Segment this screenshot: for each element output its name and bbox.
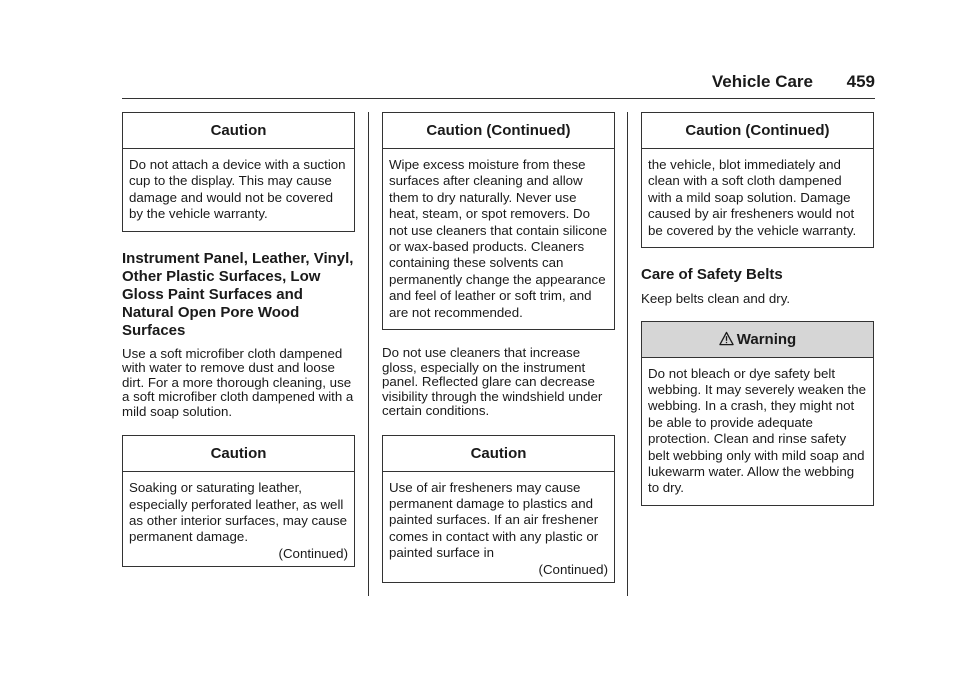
caution-title: Caution: [123, 436, 354, 472]
paragraph-microfiber: Use a soft microfiber cloth dampened with water to remove dust and loose dirt. For a more thorough cleaning, use a soft microfiber cloth dampened with a mild soap solution.: [122, 345, 354, 419]
section-title: Vehicle Care: [711, 72, 813, 91]
page-number: 459: [846, 72, 875, 91]
warning-title-bar: [642, 322, 873, 358]
section-heading-instrument-panel: Instrument Panel, Leather, Vinyl, Other Plastic Surfaces, Low Gloss Paint Surfaces and Natural Open Pore Wood Surfaces: [122, 249, 354, 339]
caution-body: Use of air fresheners may cause permanent damage to plastics and painted surfaces. If an air freshener comes in contact with any plastic or painted surface in: [389, 479, 599, 561]
caution-body: Wipe excess moisture from these surfaces after cleaning and allow them to dry naturally. Never use heat, steam, or spot removers. Do not use cleaners that contain silicone or wax-based products. Cleaners containing these solvents can permanently change the appearance and feel of leather or soft trim, and are not recommended.: [389, 157, 608, 320]
caution-body: Soaking or saturating leather, especially perforated leather, as well as other interior surfaces, may cause permanent damage.: [129, 480, 348, 545]
caution-box-continued: [382, 112, 615, 330]
caution-box-continued: [641, 112, 874, 248]
warning-box-safety-belts: [641, 321, 874, 506]
column-divider: [627, 112, 628, 596]
paragraph-keep-belts: Keep belts clean and dry.: [641, 291, 791, 307]
caution-box-display: [122, 112, 355, 232]
column-1: [122, 112, 355, 567]
column-3: [641, 112, 874, 506]
caution-title: Caution (Continued): [383, 113, 614, 149]
continued-label: (Continued): [278, 545, 348, 561]
paragraph-gloss: Do not use cleaners that increase gloss, especially on the instrument panel. Reflected glare can decrease visibility through the windshield under certain conditions.: [382, 345, 603, 419]
caution-body: Do not attach a device with a suction cup to the display. This may cause damage and would not be covered by the vehicle warranty.: [129, 157, 346, 222]
continued-label: (Continued): [538, 561, 608, 577]
caution-title: Caution: [123, 113, 354, 149]
warning-title: Warning: [736, 330, 797, 348]
caution-body: the vehicle, blot immediately and clean with a soft cloth dampened with a mild soap solution. Damage caused by air fresheners would not be covered by the vehicle warranty.: [648, 157, 857, 238]
caution-box-leather: [122, 435, 355, 567]
caution-title: Caution (Continued): [642, 113, 873, 149]
page-header: [122, 72, 875, 96]
column-2: [382, 112, 615, 583]
column-divider: [368, 112, 369, 596]
warning-body: Do not bleach or dye safety belt webbing. It may severely weaken the webbing. In a crash, they might not be able to provide adequate protection. Clean and rinse safety belt webbing only with mild soap and lukewarm water. Allow the webbing to dry.: [648, 365, 867, 496]
warning-triangle-icon: [719, 331, 734, 346]
caution-box-air-fresheners: [382, 435, 615, 583]
section-heading-safety-belts: Care of Safety Belts: [641, 266, 783, 284]
caution-title: Caution: [383, 436, 614, 472]
header-rule: [122, 98, 875, 99]
